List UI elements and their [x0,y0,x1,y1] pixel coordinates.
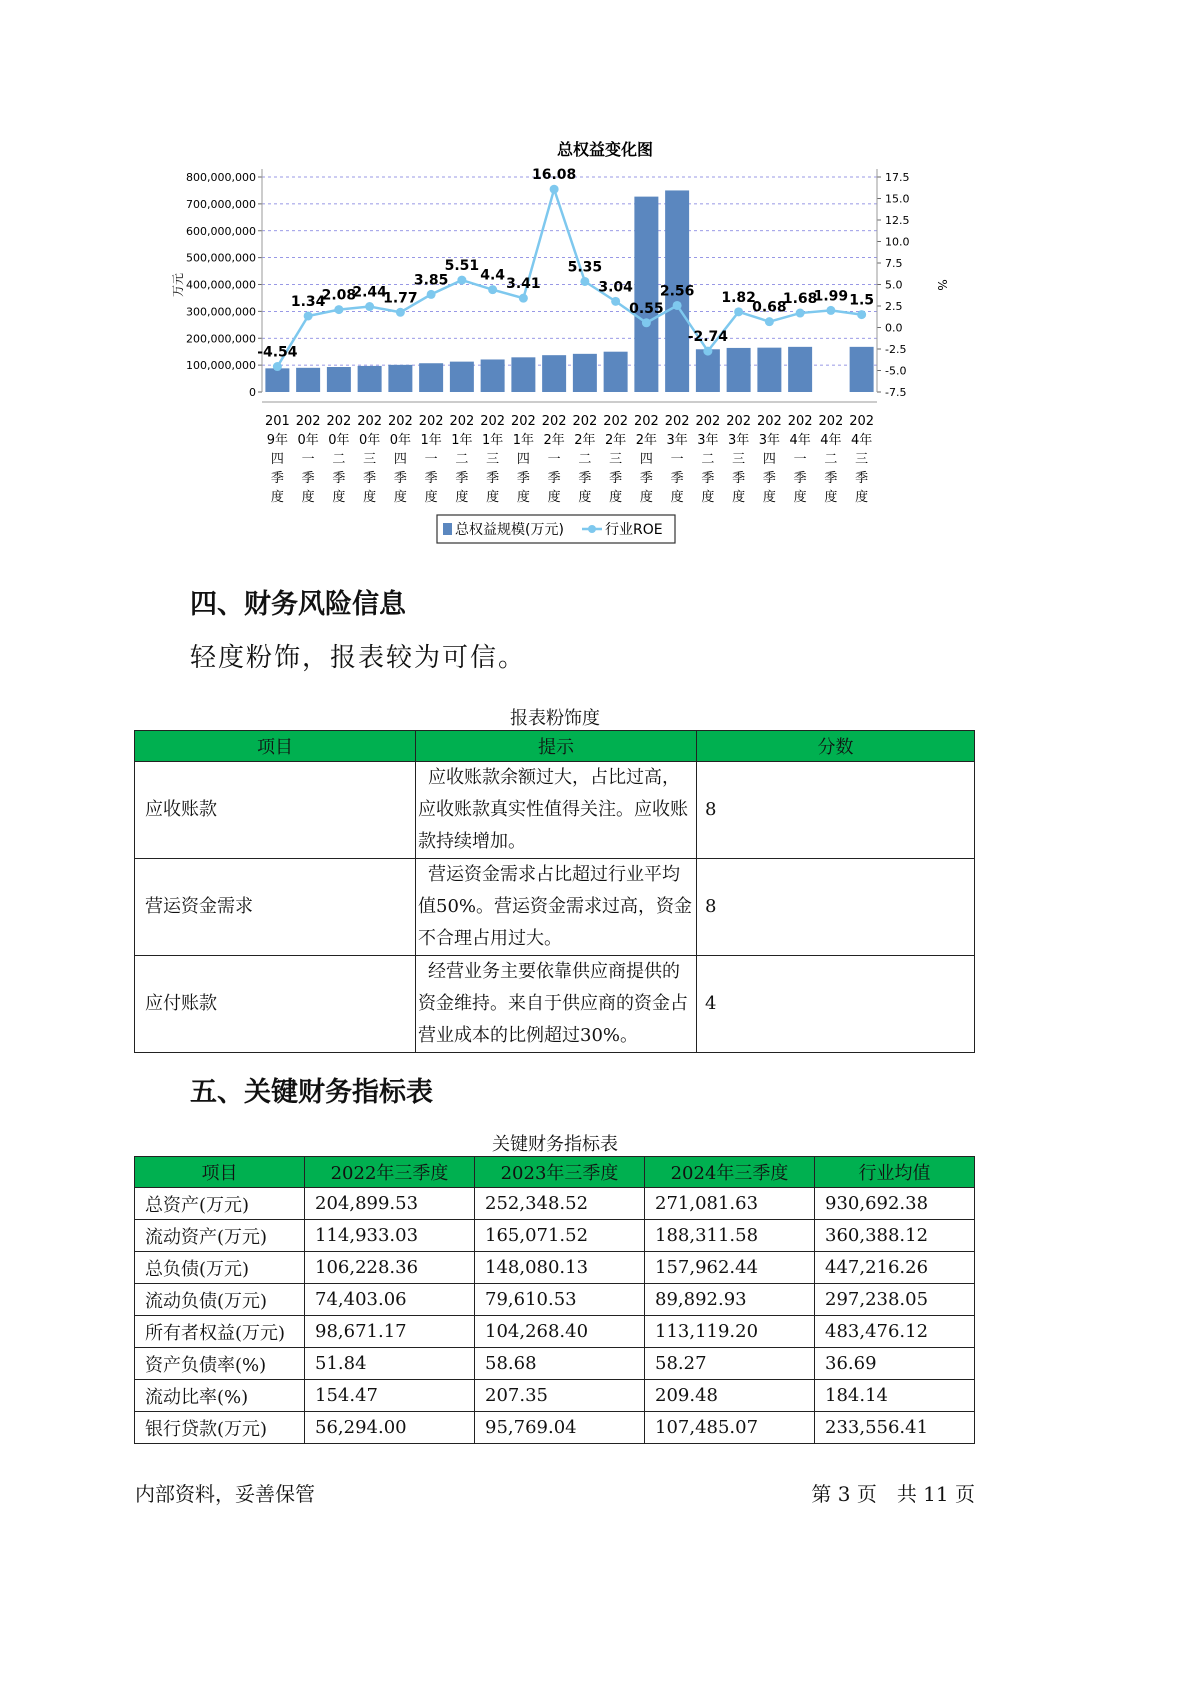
x-tick-label: 202 0年一季度 [295,414,321,505]
row-value: 79,610.53 [475,1284,645,1316]
bar [265,368,289,392]
x-tick-label: 202 3年一季度 [664,414,690,505]
roe-point [765,317,774,326]
bar [450,362,474,392]
roe-point [519,294,528,303]
right-tick-label: 2.5 [885,300,903,313]
right-tick-label: 17.5 [885,171,910,184]
risk-table [134,730,975,1053]
row-hint: 营运资金需求占比超过行业平均值50%。营运资金需求过高，资金不合理占用过大。 [416,859,697,956]
roe-data-label: 0.68 [752,299,787,316]
roe-data-label: 1.68 [782,291,818,308]
roe-data-label: 2.08 [321,287,357,304]
roe-point [427,290,436,299]
row-value: 233,556.41 [815,1412,975,1444]
roe-point [304,311,313,320]
x-tick-label: 202 3年二季度 [695,414,721,505]
row-value: 106,228.36 [305,1252,475,1284]
bar [696,349,720,392]
bar [757,348,781,392]
left-tick-label: 300,000,000 [186,305,256,319]
roe-point [488,285,497,294]
x-tick-label: 202 1年二季度 [449,414,475,505]
roe-point [365,302,374,311]
roe-point [857,310,866,319]
row-item: 应收账款 [135,762,416,859]
roe-data-label: -2.74 [687,329,729,346]
row-hint: 应收账款余额过大，占比过高，应收账款真实性值得关注。应收账款持续增加。 [416,762,697,859]
bar [511,357,535,392]
row-item: 营运资金需求 [135,859,416,956]
page-number: 第 3 页 共 11 页 [811,1482,975,1506]
row-value: 930,692.38 [815,1188,975,1220]
header-hint: 提示 [416,731,697,762]
chart-grid [262,169,877,392]
row-value: 58.68 [475,1348,645,1380]
row-label: 总资产(万元) [135,1188,305,1220]
left-tick-label: 500,000,000 [186,251,256,265]
section4-summary: 轻度粉饰，报表较为可信。 [190,643,527,673]
chart-title: 总权益变化图 [556,140,654,159]
x-tick-label: 202 4年一季度 [787,414,813,505]
row-value: 447,216.26 [815,1252,975,1284]
x-tick-label: 202 4年二季度 [818,414,844,505]
kpi-table-caption: 关键财务指标表 [492,1134,618,1155]
row-score: 4 [697,956,975,1053]
roe-data-label: -4.54 [257,344,298,361]
bar [327,367,351,392]
table-row [135,1188,975,1220]
row-value: 74,403.06 [305,1284,475,1316]
row-label: 流动资产(万元) [135,1220,305,1252]
row-value: 148,080.13 [475,1252,645,1284]
row-value: 154.47 [305,1380,475,1412]
x-tick-label: 202 3年三季度 [726,414,752,505]
right-tick-label: 5.0 [885,278,903,292]
roe-data-label: 4.4 [480,267,506,284]
left-tick-label: 700,000,000 [186,197,256,211]
roe-data-label: 5.35 [567,259,603,276]
x-tick-label: 202 2年三季度 [603,414,629,505]
right-tick-label: -2.5 [885,343,907,356]
x-tick-label: 202 2年四季度 [633,414,659,505]
row-value: 113,119.20 [645,1316,815,1348]
row-value: 104,268.40 [475,1316,645,1348]
risk-table-caption: 报表粉饰度 [510,708,600,729]
table-row [135,1284,975,1316]
x-tick-label: 202 1年一季度 [418,414,444,505]
section5-title: 五、关键财务指标表 [190,1077,433,1108]
table-row [135,1380,975,1412]
row-item: 应付账款 [135,956,416,1053]
row-value: 107,485.07 [645,1412,815,1444]
header-score: 分数 [697,731,975,762]
table-row [135,1252,975,1284]
legend-bar-swatch [443,523,452,535]
bar [604,352,628,392]
row-value: 252,348.52 [475,1188,645,1220]
bar [573,354,597,392]
row-value: 204,899.53 [305,1188,475,1220]
roe-data-label: 0.55 [629,300,664,317]
roe-point [642,318,651,327]
table-row [135,1316,975,1348]
roe-point [396,308,405,317]
row-value: 360,388.12 [815,1220,975,1252]
row-value: 89,892.93 [645,1284,815,1316]
left-tick-label: 600,000,000 [186,224,256,238]
row-value: 209.48 [645,1380,815,1412]
row-value: 207.35 [475,1380,645,1412]
left-tick-label: 400,000,000 [186,278,256,292]
roe-point [457,276,466,285]
roe-data-label: 3.41 [506,276,541,293]
bar [358,366,382,392]
row-value: 56,294.00 [305,1412,475,1444]
roe-point [611,297,620,306]
table-row [135,762,975,859]
row-label: 资产负债率(%) [135,1348,305,1380]
right-tick-label: -7.5 [885,386,907,399]
bar [727,348,751,392]
roe-point [334,305,343,314]
x-tick-label: 202 4年三季度 [849,414,875,505]
bar [481,359,505,392]
row-value: 36.69 [815,1348,975,1380]
roe-data-label: 1.99 [813,288,849,305]
left-tick-label: 0 [249,386,256,399]
roe-data-label: 2.44 [352,284,387,301]
row-value: 188,311.58 [645,1220,815,1252]
header-item: 项目 [135,1157,305,1188]
header-2024q3: 2024年三季度 [645,1157,815,1188]
roe-point [734,307,743,316]
right-tick-label: 0.0 [885,321,903,335]
roe-point [550,185,559,194]
plot-area [262,169,877,392]
x-tick-label: 202 2年二季度 [572,414,598,505]
left-tick-label: 100,000,000 [186,359,256,373]
roe-point [796,309,805,318]
roe-data-label: 1.77 [383,290,418,307]
roe-data-label: 3.04 [598,279,633,296]
row-value: 58.27 [645,1348,815,1380]
roe-data-label: 2.56 [659,283,695,300]
bar [634,197,658,392]
bar [419,363,443,392]
section4-title: 四、财务风险信息 [190,589,406,620]
roe-point [673,301,682,310]
row-value: 184.14 [815,1380,975,1412]
roe-data-label: 3.85 [413,272,449,289]
right-tick-label: 12.5 [885,214,910,227]
chart-legend [437,515,675,543]
table-row [135,1348,975,1380]
legend-bar-label: 总权益规模(万元) [455,522,564,538]
row-value: 95,769.04 [475,1412,645,1444]
equity-chart [150,130,950,550]
legend-line-marker [588,525,596,533]
y-axis-left-label: 万元 [171,272,185,298]
x-tick-label: 202 0年三季度 [357,414,383,505]
roe-data-label: 1.5 [849,292,875,309]
x-tick-label: 202 1年三季度 [480,414,506,505]
roe-point [703,347,712,356]
right-tick-label: 15.0 [885,192,910,206]
x-tick-label: 202 0年四季度 [387,414,413,505]
x-tick-label: 202 0年二季度 [326,414,352,505]
risk-table-header [135,731,975,762]
row-value: 165,071.52 [475,1220,645,1252]
row-value: 271,081.63 [645,1188,815,1220]
left-tick-label: 800,000,000 [186,171,256,184]
legend-line-label: 行业ROE [605,522,663,538]
header-industry-avg: 行业均值 [815,1157,975,1188]
row-value: 483,476.12 [815,1316,975,1348]
table-row [135,956,975,1053]
table-row [135,1220,975,1252]
bar [542,355,566,392]
row-label: 流动比率(%) [135,1380,305,1412]
row-label: 总负债(万元) [135,1252,305,1284]
right-tick-label: 7.5 [885,257,903,270]
row-value: 98,671.17 [305,1316,475,1348]
row-value: 114,933.03 [305,1220,475,1252]
row-score: 8 [697,762,975,859]
row-label: 流动负债(万元) [135,1284,305,1316]
row-value: 157,962.44 [645,1252,815,1284]
footer-confidential: 内部资料，妥善保管 [135,1482,315,1506]
row-score: 8 [697,859,975,956]
roe-point [580,277,589,286]
right-tick-label: 10.0 [885,235,910,249]
y-axis-right-label: % [935,279,949,291]
table-row [135,1412,975,1444]
row-value: 51.84 [305,1348,475,1380]
header-2023q3: 2023年三季度 [475,1157,645,1188]
roe-point [826,306,835,315]
kpi-table-header [135,1157,975,1188]
x-tick-label: 201 9年四季度 [264,414,290,505]
x-axis-labels [265,414,874,505]
bar [296,368,320,392]
x-tick-label: 202 1年四季度 [510,414,536,505]
row-label: 所有者权益(万元) [135,1316,305,1348]
right-tick-label: -5.0 [885,364,907,378]
x-tick-label: 202 2年一季度 [541,414,567,505]
row-value: 297,238.05 [815,1284,975,1316]
bar [788,347,812,392]
roe-data-label: 1.82 [721,289,756,306]
row-hint: 经营业务主要依靠供应商提供的资金维持。来自于供应商的资金占营业成本的比例超过30%。 [416,956,697,1053]
table-row [135,859,975,956]
header-item: 项目 [135,731,416,762]
x-tick-label: 202 3年四季度 [756,414,782,505]
left-tick-label: 200,000,000 [186,332,256,346]
header-2022q3: 2022年三季度 [305,1157,475,1188]
kpi-table [134,1156,975,1444]
roe-data-label: 1.34 [290,293,326,310]
bar [850,347,874,392]
row-label: 银行贷款(万元) [135,1412,305,1444]
roe-data-label: 16.08 [531,167,577,184]
bar [388,365,412,392]
roe-point [273,362,282,371]
roe-data-label: 5.51 [444,258,480,275]
